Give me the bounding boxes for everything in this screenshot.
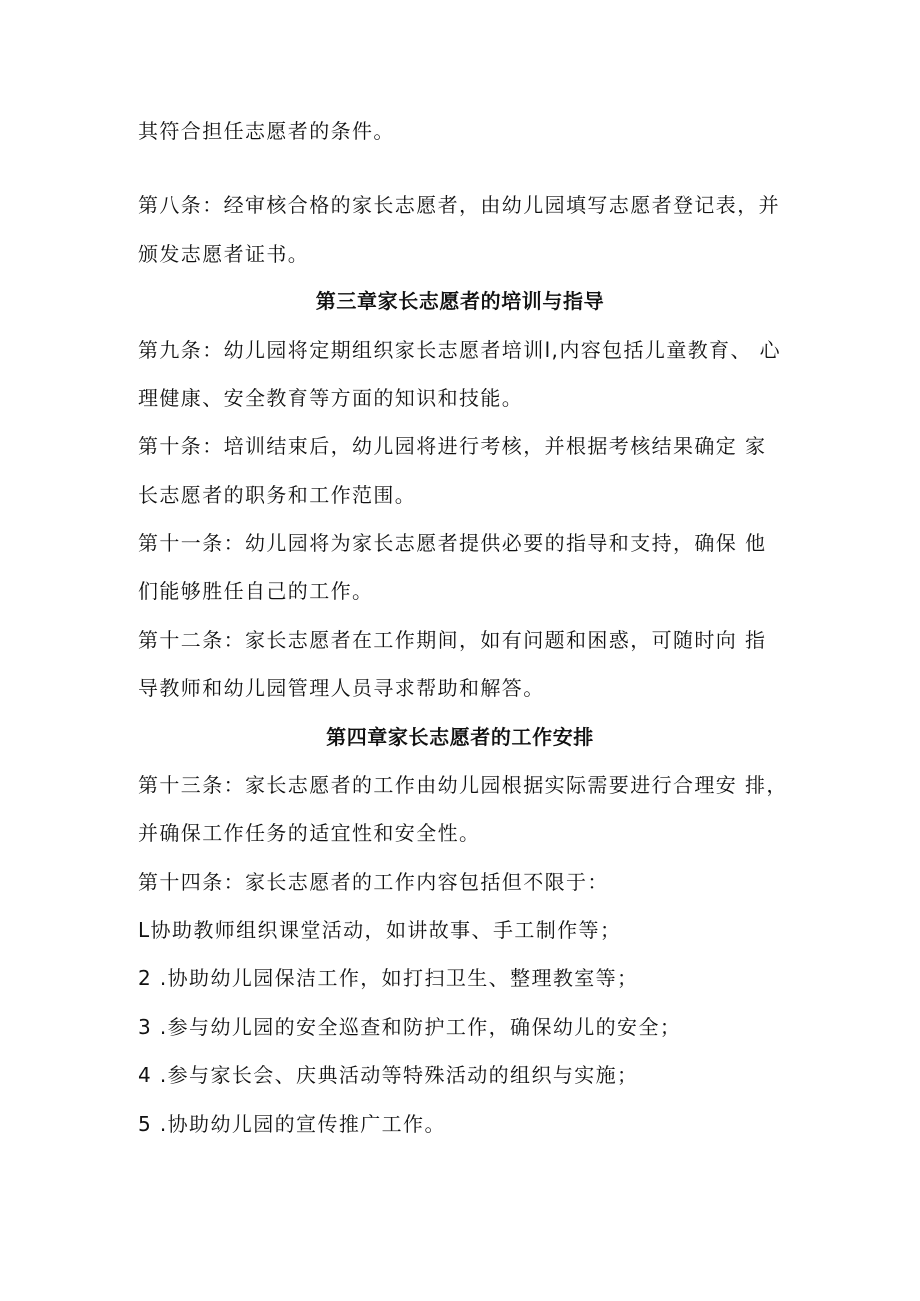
article-14-line-1: 第十四条：家长志愿者的工作内容包括但不限于： — [138, 870, 609, 894]
list-item-3: 3 .参与幼儿园的安全巡查和防护工作，确保幼儿的安全； — [138, 1015, 682, 1039]
list-item-1: L协助教师组织课堂活动，如讲故事、手工制作等； — [138, 918, 622, 942]
list-item-5: 5 .协助幼儿园的宣传推广工作。 — [138, 1112, 446, 1136]
list-item-2: 2 .协助幼儿园保洁工作，如打扫卫生、整理教室等； — [138, 966, 639, 990]
article-11-line-1: 第十一条：幼儿园将为家长志愿者提供必要的指导和支持，确保 他 — [138, 531, 767, 555]
article-10-line-1: 第十条：培训结束后，幼儿园将进行考核，并根据考核结果确定 家 — [138, 434, 767, 458]
text-line-continuation: 其符合担任志愿者的条件。 — [138, 119, 395, 143]
article-8-line-2: 颁发志愿者证书。 — [138, 242, 310, 266]
chapter-3-heading: 第三章家长志愿者的培训与指导 — [315, 289, 605, 313]
article-13-line-1: 第十三条：家长志愿者的工作由幼儿园根据实际需要进行合理安 排， — [138, 773, 788, 797]
list-item-4: 4 .参与家长会、庆典活动等特殊活动的组织与实施； — [138, 1063, 639, 1087]
article-12-line-2: 导教师和幼儿园管理人员寻求帮助和解答。 — [138, 676, 545, 700]
article-8-line-1: 第八条：经审核合格的家长志愿者，由幼儿园填写志愿者登记表，并 — [138, 193, 780, 217]
article-13-line-2: 并确保工作任务的适宜性和安全性。 — [138, 821, 481, 845]
article-12-line-1: 第十二条：家长志愿者在工作期间，如有问题和困惑，可随时向 指 — [138, 628, 767, 652]
article-10-line-2: 长志愿者的职务和工作范围。 — [138, 483, 417, 507]
article-11-line-2: 们能够胜任自己的工作。 — [138, 579, 374, 603]
article-9-line-2: 理健康、安全教育等方面的知识和技能。 — [138, 386, 524, 410]
article-9-line-1: 第九条：幼儿园将定期组织家长志愿者培训l,内容包括儿童教育、 心 — [138, 338, 782, 362]
chapter-4-heading: 第四章家长志愿者的工作安排 — [326, 725, 594, 749]
